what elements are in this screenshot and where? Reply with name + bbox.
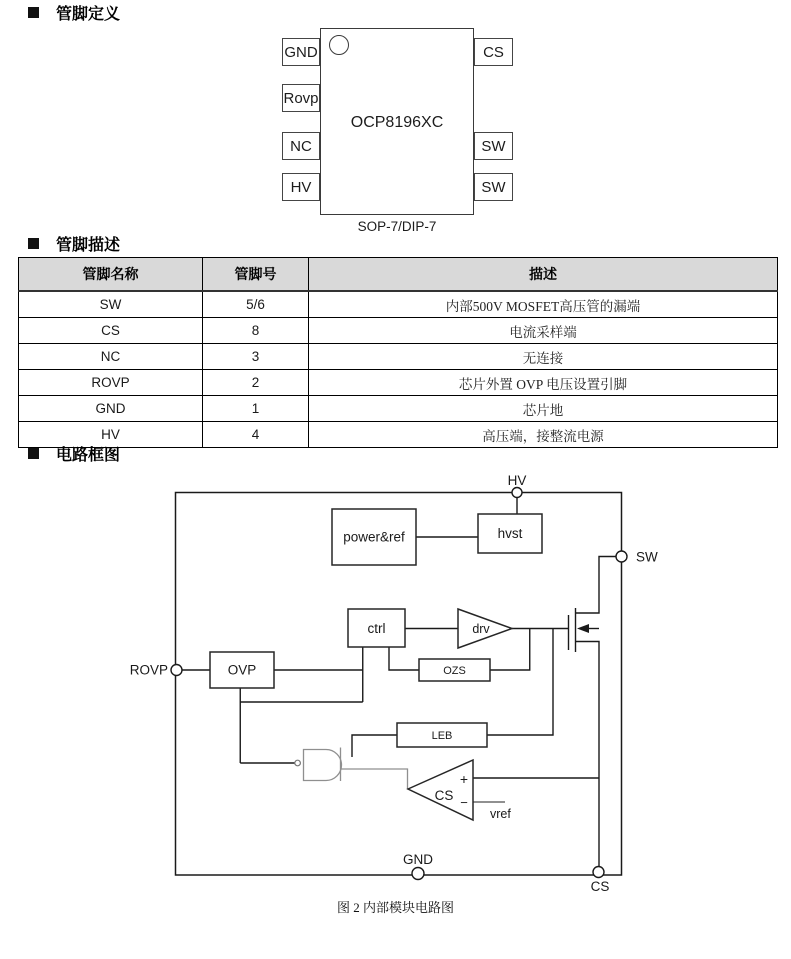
cs-pin-label: CS — [590, 879, 610, 894]
heading-text: 管脚定义 — [56, 5, 121, 23]
figure-caption: 图 2 内部模块电路图 — [336, 900, 454, 915]
hvst-label: hvst — [497, 526, 523, 541]
pin-description-table — [18, 257, 778, 448]
sw-pin-terminal — [616, 551, 627, 562]
section-heading-pin-description — [28, 233, 120, 253]
pin-box-hv — [282, 173, 320, 201]
cs-pin-terminal — [593, 867, 604, 878]
pin-label: HV — [290, 178, 312, 196]
table-row — [19, 370, 778, 396]
col-header-description: 描述 — [309, 258, 778, 292]
pin-name-cell: CS — [19, 318, 203, 344]
pin-name-cell: NC — [19, 344, 203, 370]
pin-label: SW — [481, 137, 506, 155]
heading-text: 电路框图 — [56, 446, 121, 464]
wire-drvline-leb — [487, 629, 553, 736]
hv-pin-label: HV — [507, 473, 527, 488]
vref-label: vref — [490, 807, 511, 821]
table-row — [19, 422, 778, 448]
mosfet-body-arrow-icon — [577, 624, 589, 633]
pin-label: Rovp — [283, 89, 319, 107]
pin-box-sw2 — [474, 173, 513, 201]
pin-box-gnd — [282, 38, 320, 66]
wire-sw-drain — [576, 557, 618, 614]
package-label: SOP-7/DIP-7 — [357, 219, 437, 234]
pin-name-cell: ROVP — [19, 370, 203, 396]
table-header-row — [19, 258, 778, 292]
mosfet-symbol — [569, 608, 600, 652]
wire-gate-comparator — [341, 769, 408, 789]
pin-label: CS — [483, 43, 504, 61]
col-header-pin-number: 管脚号 — [203, 258, 309, 292]
bullet-square-icon — [28, 7, 39, 18]
table-row — [19, 396, 778, 422]
section-heading-pin-definition — [28, 2, 120, 22]
and-gate-body — [304, 750, 342, 781]
plus-input-label: + — [459, 771, 469, 787]
pin-label: GND — [284, 43, 318, 61]
ctrl-label: ctrl — [367, 621, 386, 636]
bullet-square-icon — [28, 448, 39, 459]
drv-label: drv — [472, 622, 490, 636]
pin-number-cell: 1 — [203, 396, 309, 422]
minus-input-label: − — [460, 795, 468, 810]
sw-pin-label: SW — [636, 549, 658, 565]
comparator-label: CS — [434, 788, 454, 803]
pin-box-sw1 — [474, 132, 513, 160]
pin-name-cell: GND — [19, 396, 203, 422]
pin-desc-cell: 无连接 — [309, 344, 778, 370]
and-gate-symbol — [295, 748, 408, 790]
pin-name-cell: HV — [19, 422, 203, 448]
pin-desc-cell: 高压端，接整流电源 — [309, 422, 778, 448]
ozs-label: OZS — [443, 665, 466, 677]
pin-number-cell: 2 — [203, 370, 309, 396]
pin-label: NC — [290, 137, 312, 155]
col-header-pin-name: 管脚名称 — [19, 258, 203, 292]
chip-name: OCP8196XC — [350, 114, 444, 131]
pin-number-cell: 4 — [203, 422, 309, 448]
bullet-square-icon — [28, 238, 39, 249]
pin-box-cs — [474, 38, 513, 66]
gnd-pin-label: GND — [403, 852, 433, 867]
internal-block-diagram — [0, 460, 791, 930]
pin-number-cell: 8 — [203, 318, 309, 344]
hv-pin-terminal — [512, 488, 522, 498]
inverter-bubble-icon — [295, 760, 301, 766]
pin-name-cell: SW — [19, 291, 203, 318]
pin1-marker-icon — [329, 35, 349, 55]
power-ref-label: power&ref — [343, 529, 405, 545]
rovp-pin-label: ROVP — [129, 662, 168, 678]
table-row — [19, 291, 778, 318]
pin-desc-cell: 芯片外置 OVP 电压设置引脚 — [309, 370, 778, 396]
pin-number-cell: 3 — [203, 344, 309, 370]
leb-label: LEB — [431, 730, 453, 742]
table-row — [19, 344, 778, 370]
pin-label: SW — [481, 178, 506, 196]
pin-box-nc — [282, 132, 320, 160]
wire-ctrl-ozs — [389, 647, 419, 670]
pin-box-rovp — [282, 84, 320, 112]
pin-desc-cell: 电流采样端 — [309, 318, 778, 344]
pin-number-cell: 5/6 — [203, 291, 309, 318]
rovp-pin-terminal — [171, 665, 182, 676]
pin-desc-cell: 内部500V MOSFET高压管的漏端 — [309, 291, 778, 318]
pin-desc-cell: 芯片地 — [309, 396, 778, 422]
gnd-pin-terminal — [412, 868, 424, 880]
wire-source-cs — [576, 642, 600, 867]
table-row — [19, 318, 778, 344]
wire-gate-leb — [352, 735, 397, 757]
heading-text: 管脚描述 — [56, 236, 121, 254]
ovp-label: OVP — [227, 662, 257, 678]
